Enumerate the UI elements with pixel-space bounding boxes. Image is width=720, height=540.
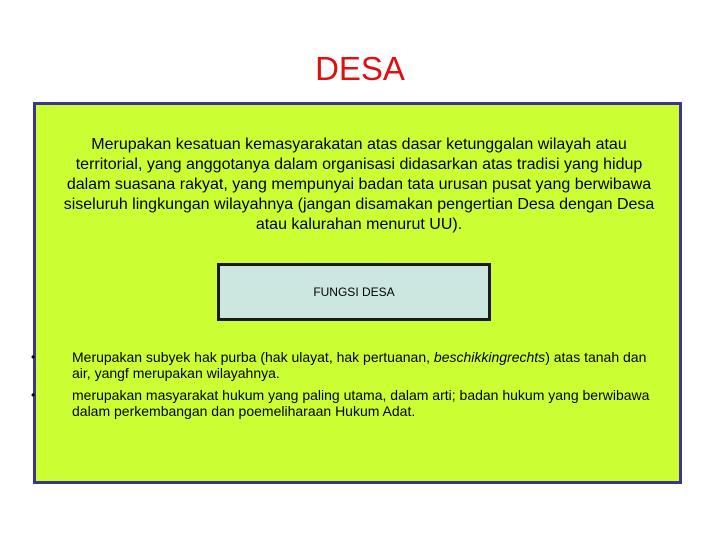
fungsi-list (31, 349, 679, 419)
list-item (31, 349, 679, 381)
bullet-icon: • (31, 350, 36, 364)
fungsi-desa-box (217, 263, 491, 321)
definition-text: Merupakan kesatuan kemasyarakatan atas dasar ketunggalan wilayah atau territorial, yang anggotanya dalam organisasi didasarkan atas tradisi yang hidup dalam suasana rakyat, yang mempunyai badan tata urusan pusat yang berwibawa siseluruh lingkungan wilayahnya (jangan disamakan pengertian Desa dengan Desa atau kalurahan menurut UU). (63, 136, 655, 233)
list-item-text: merupakan masyarakat hukum yang paling utama, dalam arti; badan hukum yang berwibawa dalam perkembangan dan poemeliharaan Hukum Adat. (72, 387, 650, 419)
list-item-text: Merupakan subyek hak purba (hak ulayat, hak pertuanan, beschikkingrechts) atas tanah dan air, yangf merupakan wilayahnya. (72, 349, 647, 381)
bullet-icon: • (31, 388, 36, 402)
fungsi-desa-label: FUNGSI DESA (313, 285, 395, 299)
slide-title: DESA (315, 50, 405, 87)
list-item (31, 387, 679, 419)
content-panel (33, 102, 682, 484)
